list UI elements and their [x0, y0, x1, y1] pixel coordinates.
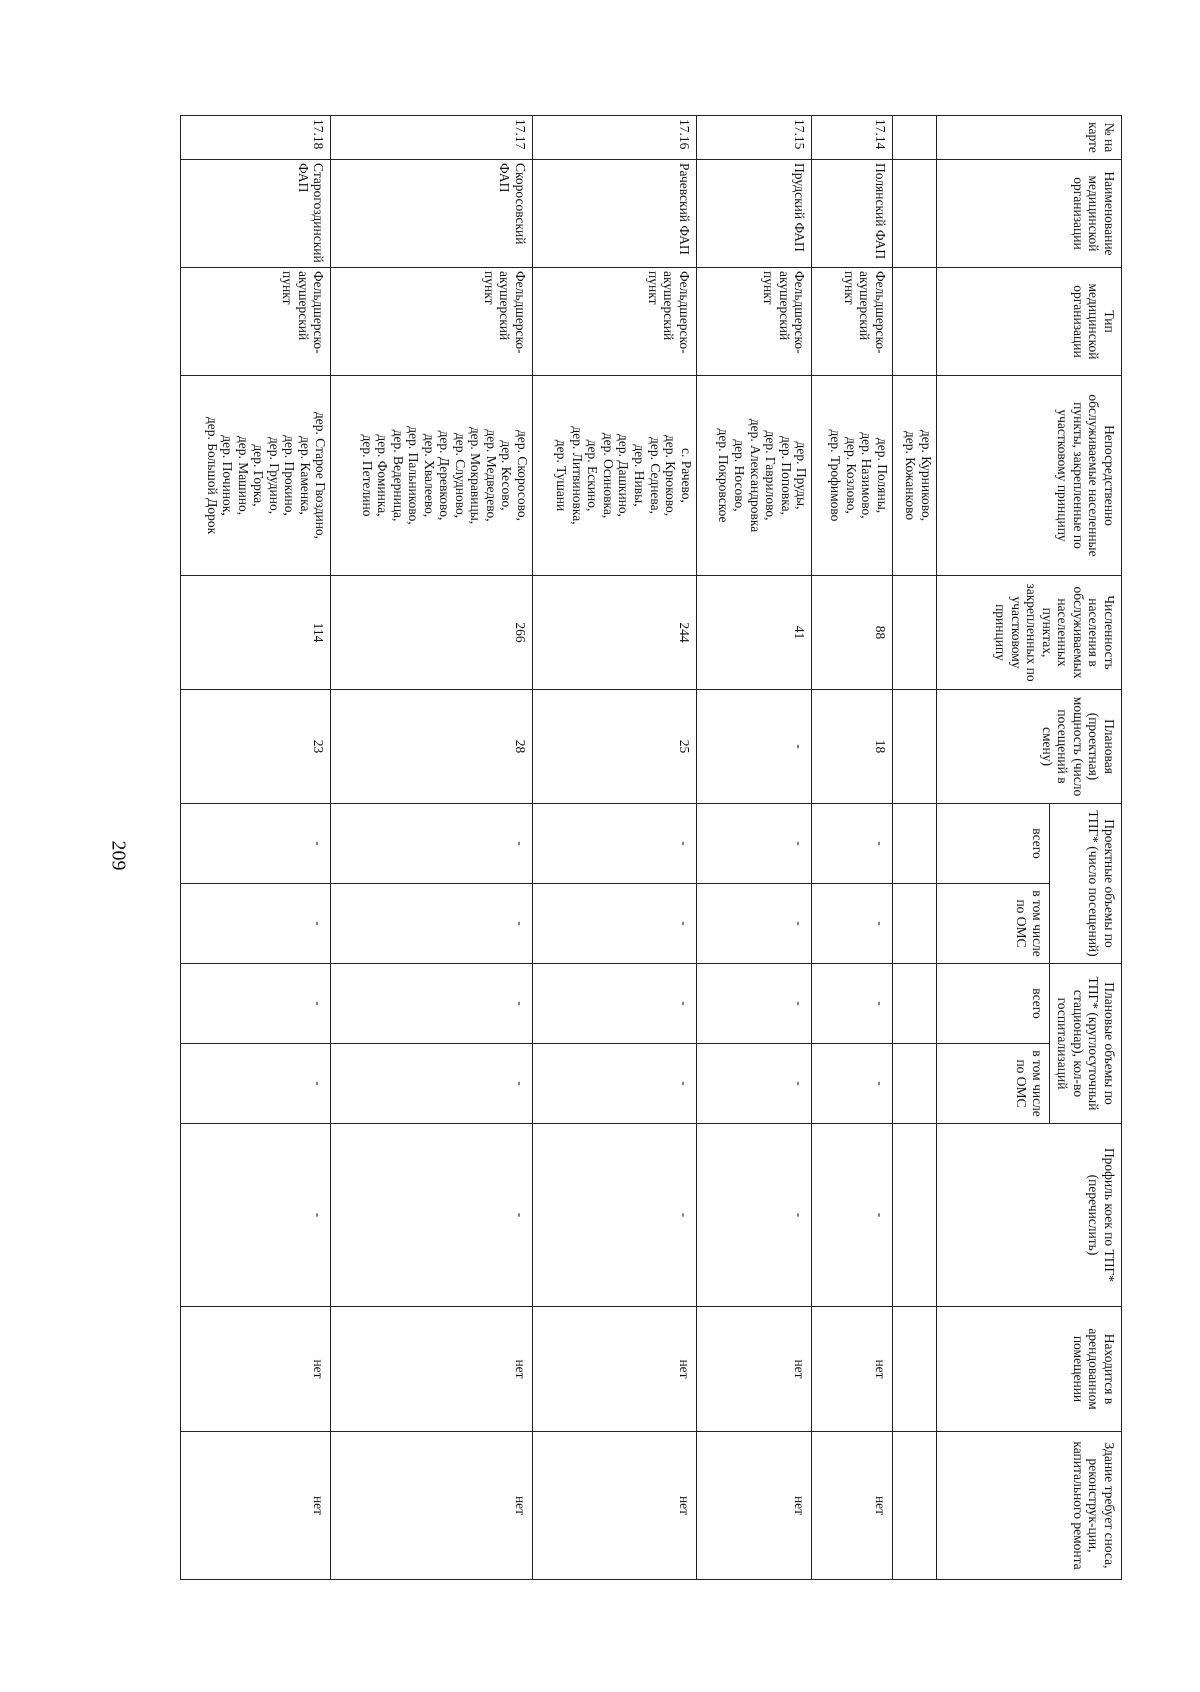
table-row	[331, 116, 533, 1580]
place-name: дер. Александровка	[747, 418, 763, 533]
cell-places	[532, 376, 696, 576]
place-name: дер. Мокравицы,	[468, 426, 484, 525]
cell-rented: нет	[532, 1307, 696, 1432]
place-name: дер. Покровское	[716, 428, 732, 523]
place-name: дер. Поляны,	[874, 437, 890, 514]
cell-places	[696, 376, 812, 576]
header-name: Наименование медицинской организации	[937, 160, 1122, 268]
cell-beds: -	[331, 1124, 533, 1307]
header-hosp-group: Плановые объемы по ТПГ* (круглосуточный стационар), кол-во госпитализаций	[1050, 964, 1122, 1124]
place-name: дер. Козлово,	[843, 437, 859, 514]
place-name: дер. Деревково,	[437, 430, 453, 521]
cell-visits-oms: -	[812, 884, 893, 964]
place-name: дер. Назимово,	[859, 432, 875, 519]
cell-demolition: нет	[812, 1432, 893, 1580]
cell-hosp-oms: -	[331, 1044, 533, 1124]
cell-type: Фельдшерско-акушерский пункт	[812, 268, 893, 376]
cell-num: 17.14	[812, 116, 893, 160]
table-row	[181, 116, 331, 1580]
header-visits-oms: в том числе по ОМС	[937, 884, 1050, 964]
cell-visits-total: -	[696, 804, 812, 884]
continuation-places	[892, 376, 936, 576]
cell-hosp-total: -	[331, 964, 533, 1044]
cell-type: Фельдшерско-акушерский пункт	[532, 268, 696, 376]
cell-hosp-oms: -	[812, 1044, 893, 1124]
cell-capacity: 28	[331, 690, 533, 804]
cell-population: 88	[812, 576, 893, 690]
header-capacity: Плановая (проектная) мощность (число посещений в смену)	[937, 690, 1122, 804]
cell-type: Фельдшерско-акушерский пункт	[181, 268, 331, 376]
place-name: дер. Носово,	[732, 439, 747, 512]
page-number: 209	[107, 840, 130, 871]
cell-capacity: 25	[532, 690, 696, 804]
cell-name: Старогоздинский ФАП	[181, 160, 331, 268]
cell-population: 114	[181, 576, 331, 690]
place-name: дер. Пруды,	[794, 441, 810, 510]
cell-num: 17.16	[532, 116, 696, 160]
place-name: дер. Машино,	[235, 435, 251, 516]
cell-num: 17.18	[181, 116, 331, 160]
cell-demolition: нет	[331, 1432, 533, 1580]
cell-num: 17.17	[331, 116, 533, 160]
header-population: Численность населения в обслуживаемых населенных пунктах, закрепленных по участковому принципу	[937, 576, 1122, 690]
place-name: дер. Литвиновка,	[569, 426, 585, 525]
cell-name: Прудский ФАП	[696, 160, 812, 268]
cell-hosp-total: -	[181, 964, 331, 1044]
table-row	[696, 116, 812, 1580]
place-name: дер. Прокино,	[282, 435, 298, 516]
cell-type: Фельдшерско-акушерский пункт	[696, 268, 812, 376]
cell-visits-total: -	[331, 804, 533, 884]
header-places: Непосредственно обслуживаемые населенные пункты, закрепленные по участковому принципу	[937, 376, 1122, 576]
place-name: дер. Скоросово,	[514, 430, 530, 521]
header-visits-total: всего	[937, 804, 1050, 884]
cell-rented: нет	[181, 1307, 331, 1432]
place-name: с. Рачево,	[678, 448, 694, 503]
header-demolition: Здание требует сноса, реконструк-ции, капитального ремонта	[937, 1432, 1122, 1580]
place-name: дер. Нивы,	[632, 444, 648, 507]
cell-places	[181, 376, 331, 576]
continuation-row	[892, 116, 936, 1580]
rotated-table-container	[180, 115, 1122, 1579]
table-row	[812, 116, 893, 1580]
cell-capacity: 23	[181, 690, 331, 804]
cell-visits-oms: -	[696, 884, 812, 964]
place-name: дер. Большой Дорок	[204, 416, 220, 535]
place-name: дер. Хвалеево,	[421, 433, 437, 518]
cell-population: 41	[696, 576, 812, 690]
cell-demolition: нет	[532, 1432, 696, 1580]
header-visits-group: Проектные объемы по ТПГ* (число посещений)	[1050, 804, 1122, 964]
cell-rented: нет	[331, 1307, 533, 1432]
place-name: дер. Старое Гвоздино,	[313, 411, 329, 540]
place-name: дер. Пальниково,	[406, 426, 422, 525]
place-name: дер. Каменка,	[297, 436, 313, 515]
cell-capacity: 18	[812, 690, 893, 804]
cell-visits-total: -	[181, 804, 331, 884]
place-name: дер. Поповка,	[778, 436, 794, 515]
cell-hosp-oms: -	[181, 1044, 331, 1124]
place-name: дер. Грудино,	[266, 436, 282, 515]
place-name: дер. Слудново,	[452, 432, 468, 519]
place-name: дер. Кесово,	[499, 440, 515, 511]
place-name: дер. Фоминка,	[375, 434, 391, 517]
place-name: дер. Ведерница,	[390, 429, 406, 522]
place-name: дер. Медведево,	[483, 429, 499, 522]
header-type: Тип медицинской организации	[937, 268, 1122, 376]
cell-rented: нет	[812, 1307, 893, 1432]
cell-places	[812, 376, 893, 576]
cell-population: 266	[331, 576, 533, 690]
cell-demolition: нет	[696, 1432, 812, 1580]
place-name: дер. Осиновка,	[600, 432, 616, 519]
cell-hosp-total: -	[812, 964, 893, 1044]
cell-type: Фельдшерско-акушерский пункт	[331, 268, 533, 376]
place-name: дер. Курниково,	[919, 429, 934, 522]
cell-visits-oms: -	[331, 884, 533, 964]
place-name: дер. Трофимово	[828, 429, 844, 522]
place-name: дер. Дашкино,	[616, 433, 632, 518]
cell-hosp-oms: -	[532, 1044, 696, 1124]
place-name: дер. Ескино,	[585, 439, 601, 512]
cell-demolition: нет	[181, 1432, 331, 1580]
cell-capacity: -	[696, 690, 812, 804]
cell-beds: -	[812, 1124, 893, 1307]
cell-visits-total: -	[812, 804, 893, 884]
cell-hosp-total: -	[696, 964, 812, 1044]
cell-visits-oms: -	[181, 884, 331, 964]
cell-name: Скоросовский ФАП	[331, 160, 533, 268]
header-hosp-total: всего	[937, 964, 1050, 1044]
place-name: дер. Гаврилово,	[763, 430, 779, 521]
cell-num: 17.15	[696, 116, 812, 160]
cell-beds: -	[696, 1124, 812, 1307]
place-name: дер. Починок,	[220, 435, 236, 516]
table-row	[532, 116, 696, 1580]
header-num: № на карте	[937, 116, 1122, 160]
header-beds: Профиль коек по ТПГ* (перечислить)	[937, 1124, 1122, 1307]
cell-hosp-total: -	[532, 964, 696, 1044]
cell-hosp-oms: -	[696, 1044, 812, 1124]
cell-visits-total: -	[532, 804, 696, 884]
place-name: дер. Петелино	[359, 434, 375, 517]
place-name: дер. Горка,	[251, 444, 267, 507]
cell-beds: -	[532, 1124, 696, 1307]
cell-name: Полянский ФАП	[812, 160, 893, 268]
place-name: дер. Седнева,	[647, 437, 663, 514]
place-name: дер. Тушани	[554, 439, 570, 512]
header-hosp-oms: в том числе по ОМС	[937, 1044, 1050, 1124]
place-name: дер. Кожанково	[903, 430, 919, 521]
cell-visits-oms: -	[532, 884, 696, 964]
cell-population: 244	[532, 576, 696, 690]
cell-places	[331, 376, 533, 576]
cell-rented: нет	[696, 1307, 812, 1432]
header-rented: Находится в арендованном помещении	[937, 1307, 1122, 1432]
medical-facilities-table	[180, 115, 1122, 1580]
cell-name: Рачевский ФАП	[532, 160, 696, 268]
place-name: дер. Крюково,	[663, 434, 679, 517]
cell-beds: -	[181, 1124, 331, 1307]
